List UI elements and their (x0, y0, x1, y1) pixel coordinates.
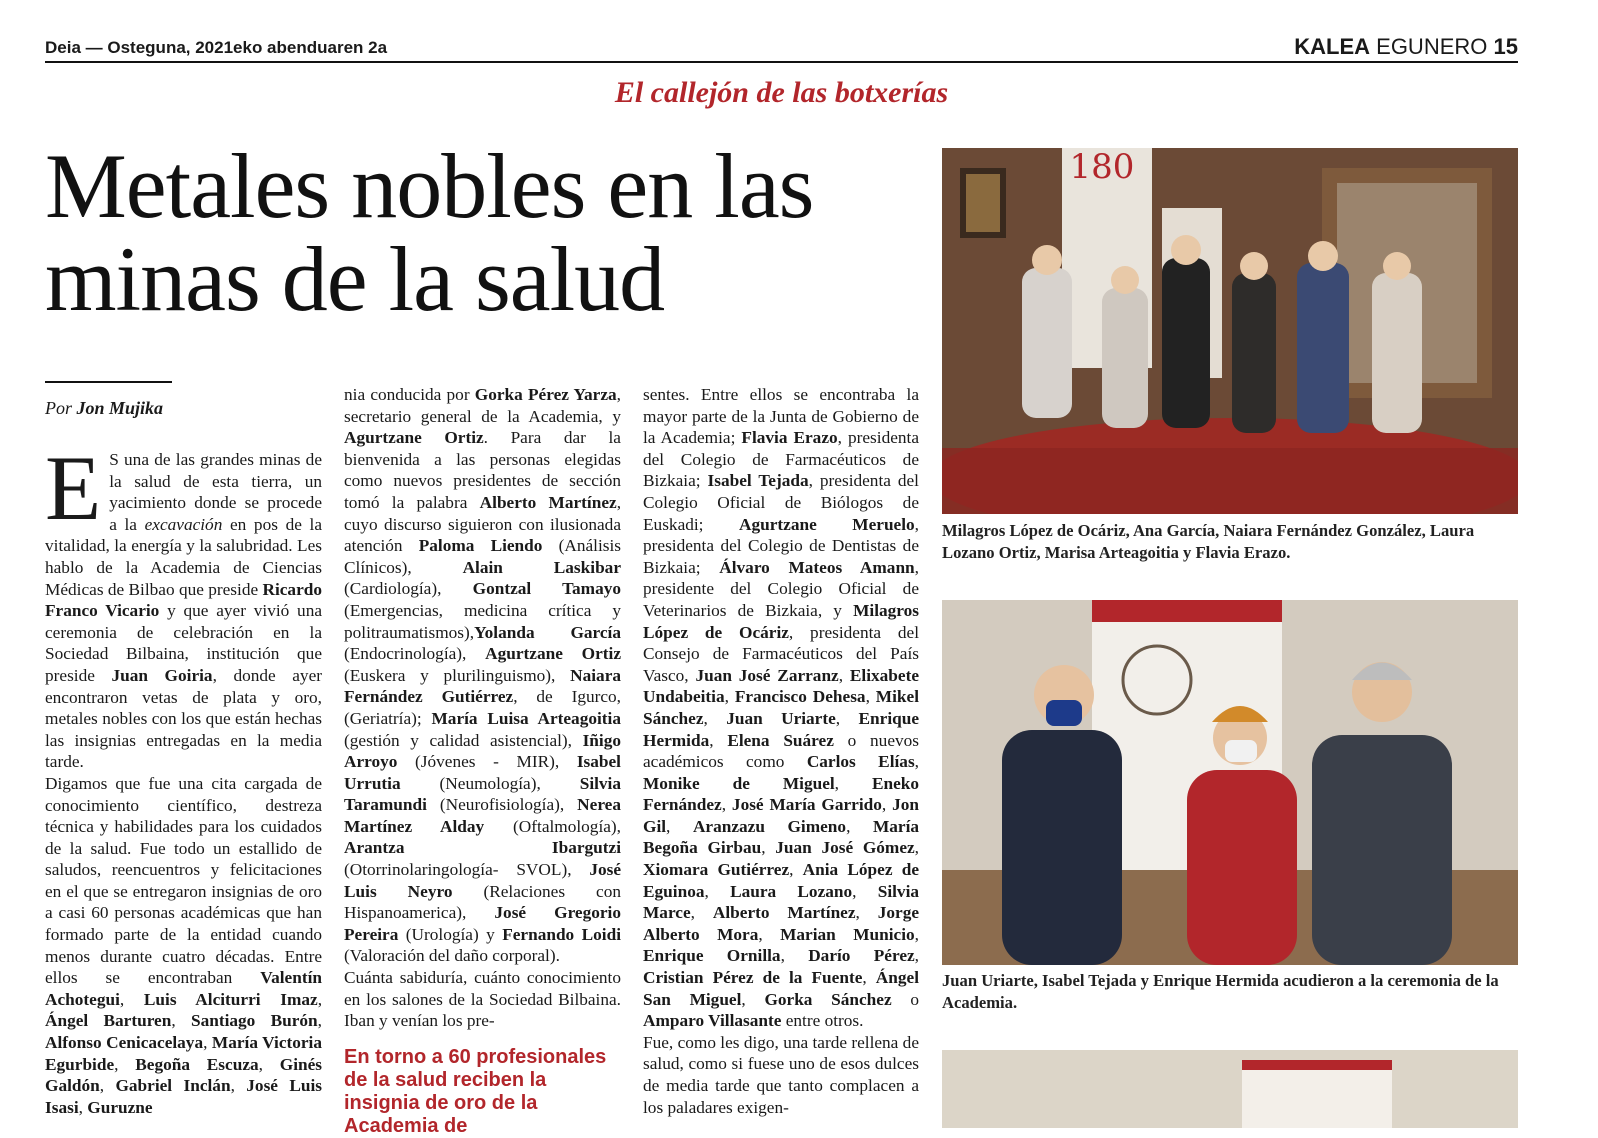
header-rule (45, 61, 1518, 63)
article-column-3: sentes. Entre ellos se encontraba la mayor parte de la Junta de Gobierno de la Academia; Flavia Erazo, presidenta del Colegio de Farmacéuticos de Bizkaia; Isabel Tejada, presidenta del Colegio Oficial de Biólogos de Euskadi; Agurtzane Meruelo, presidenta del Colegio de Dentistas de Bizkaia; Álvaro Mateos Amann, presidente del Colegio Oficial de Veterinarios de Bizkaia, y Milagros López de Ocáriz, presidenta del Consejo de Farmacéuticos del País Vasco, Juan José Zarranz, Elixabete Undabeitia, Francisco Dehesa, Mikel Sánchez, Juan Uriarte, Enrique Hermida, Elena Suárez o nuevos académicos como Carlos Elías, Monike de Miguel, Eneko Fernández, José María Garrido, Jon Gil, Aranzazu Gimeno, María Begoña Girbau, Juan José Gómez, Xiomara Gutiérrez, Ania López de Eguinoa, Laura Lozano, Silvia Marce, Alberto Martínez, Jorge Alberto Mora, Marian Municio, Enrique Ornilla, Darío Pérez, Cristian Pérez de la Fuente, Ángel San Miguel, Gorka Sánchez o Amparo Villasante entre otros. Fue, como les digo, una tarde rellena de salud, como si fuese uno de esos dulces de media tarde que tanto complacen a los paladares exigen- (643, 385, 920, 1117)
photo-three-people (942, 600, 1518, 965)
page-section-label: KALEA EGUNERO 15 (1294, 34, 1518, 59)
drop-cap: E (45, 437, 102, 539)
svg-text:180: 180 (1069, 148, 1135, 187)
masthead-date: Deia — Osteguna, 2021eko abenduaren 2a (45, 38, 388, 57)
article-column-2: nia conducida por Gorka Pérez Yarza, secretario general de la Academia, y Agurtzane Ortiz. Para dar la bienvenida a las personas elegidas como nuevos presidentes de sección tomó la palabra Alberto Martínez, cuyo discurso siguieron con ilusionada atención Paloma Liendo (Análisis Clínicos), Alain Laskibar (Cardiología), Gontzal Tamayo (Emergencias, medicina crítica y politraumatismos),Yolanda García (Endocrinología), Agurtzane Ortiz (Euskera y plurilinguismo), Naiara Fernández Gutiérrez, de Igurco, (Geriatría); María Luisa Arteagoitia (gestión y calidad asistencial), Iñigo Arroyo (Jóvenes - MIR), Isabel Urrutia (Neumología), Silvia Taramundi (Neurofisiología), Nerea Martínez Alday (Oftalmología), Arantza Ibargutzi (Otorrinolaringología- SVOL), José Luis Neyro (Relaciones con Hispanoamerica), José Gregorio Pereira (Urología) y Fernando Loidi (Valoración del daño corporal). Cuánta sabiduría, cuánto conocimiento en los salones de la Sociedad Bilbaina. Iban y venían los pre- (344, 385, 622, 1031)
photo-caption-2: Juan Uriarte, Isabel Tejada y Enrique Hermida acudieron a la ceremonia de la Academia. (942, 971, 1499, 1012)
byline-rule (45, 381, 172, 383)
photo-caption-1: Milagros López de Ocáriz, Ana García, Naiara Fernández González, Laura Lozano Ortiz, Marisa Arteagoitia y Flavia Erazo. (942, 521, 1475, 562)
photo-partial-bottom (942, 1050, 1518, 1128)
byline: Por Jon Mujika (45, 398, 164, 418)
photo-group-women (942, 148, 1518, 514)
section-title: El callejón de las botxerías (614, 76, 949, 109)
article-column-1: E S una de las grandes minas de la salud de esta tierra, un yacimiento donde se procede a la excavación en pos de la vitalidad, la energía y la salubridad. Les hablo de la Academia de Ciencias Médicas de Bilbao que preside Ricardo Franco Vicario y que ayer vivió una ceremonia de celebración en la Sociedad Bilbaina, institución que preside Juan Goiria, donde ayer encontraron vetas de plata y oro, metales nobles con los que están hechas las insignias entregadas en la media tarde. Digamos que fue una cita cargada de conocimiento científico, destreza técnica y habilidades para los cuidados de la salud. Fue todo un estallido de saludos, reencuentros y felicitaciones en el que se entregaron insignias de oro a casi 60 personas académicas que han formado parte de la entidad cuando menos durante cuatro décadas. Entre ellos se encontraban Valentín Achotegui, Luis Alciturri Imaz, Ángel Barturen, Santiago Burón, Alfonso Cenicacelaya, María Victoria Egurbide, Begoña Escuza, Ginés Galdón, Gabriel Inclán, José Luis Isasi, Guruzne (45, 437, 323, 1117)
pull-quote: En torno a 60 profesionales de la salud reciben la insignia de oro de la Academia de (344, 1046, 607, 1137)
headline: Metales nobles en las minas de la salud (45, 135, 814, 330)
